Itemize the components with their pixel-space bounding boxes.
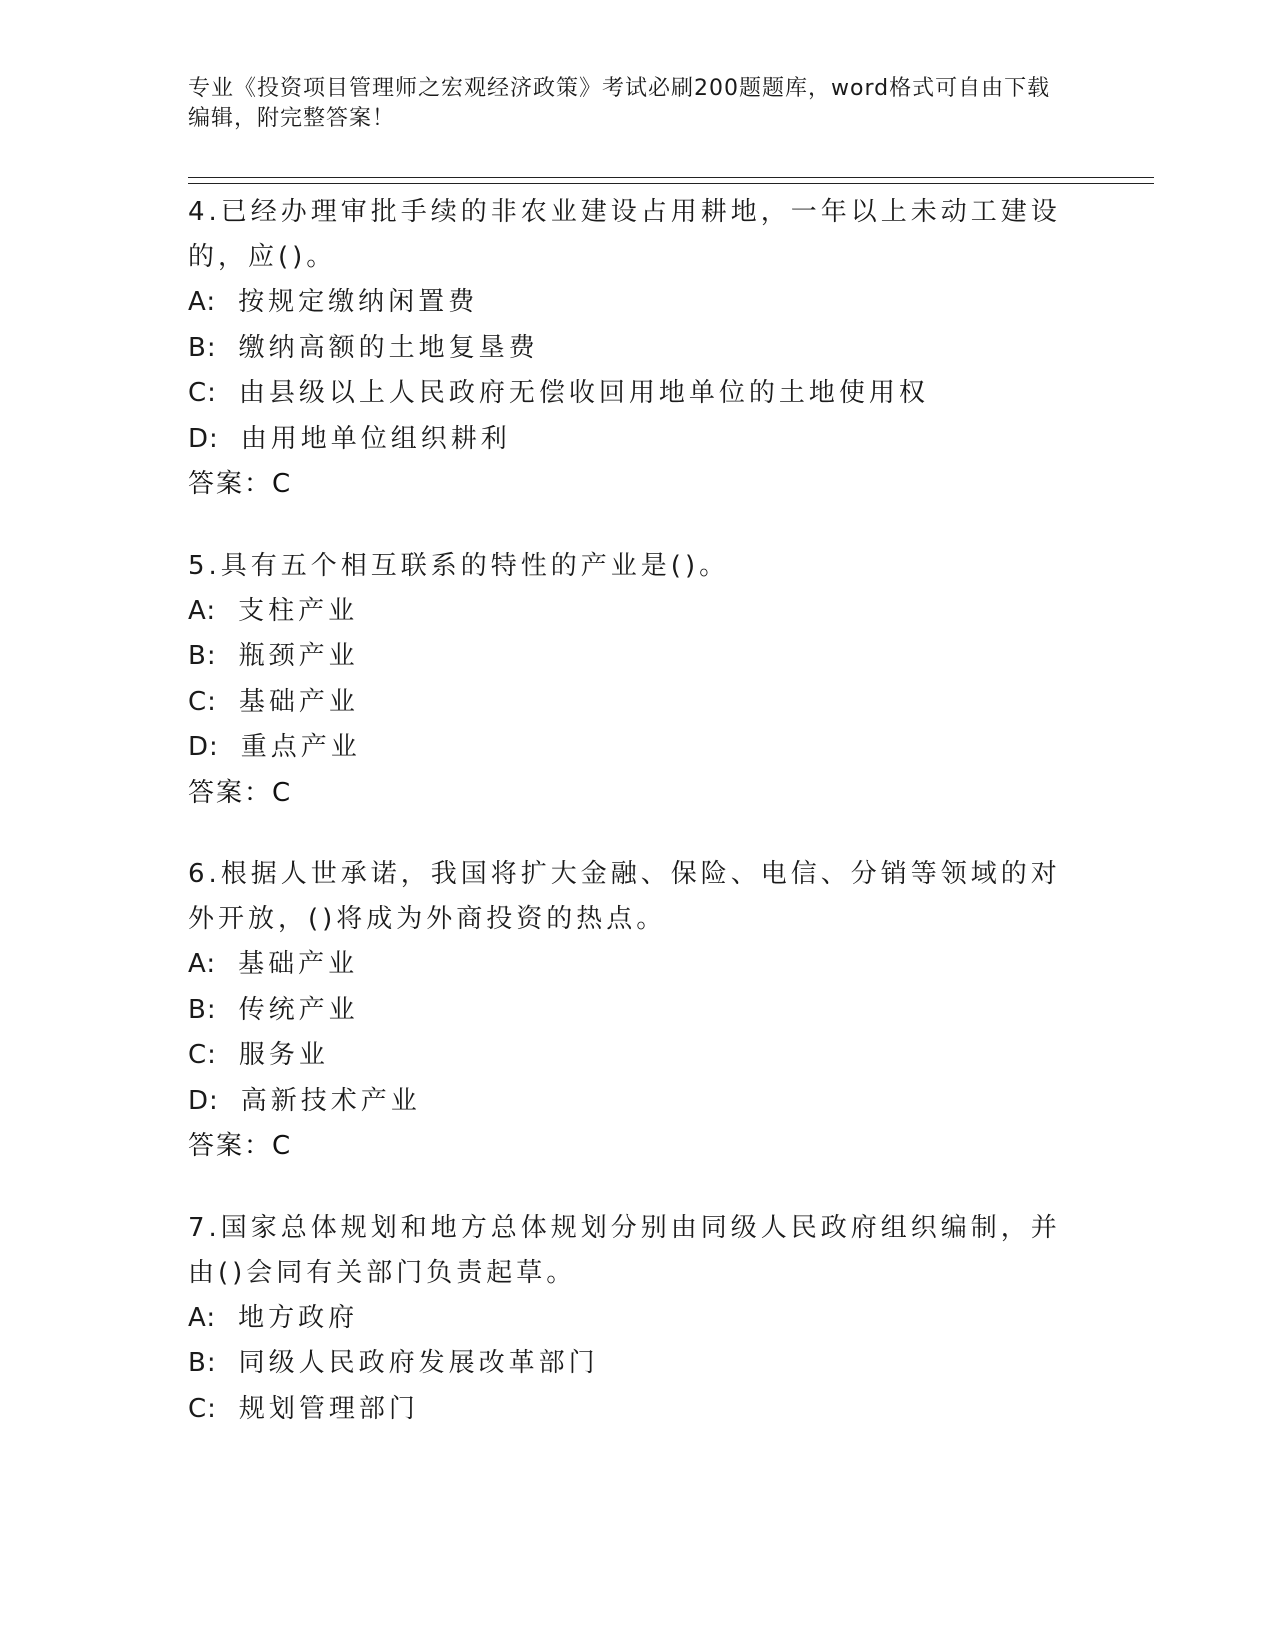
header-rule-bottom (188, 183, 1154, 184)
question-text: 5.具有五个相互联系的特性的产业是()。 (188, 550, 730, 581)
option-b (188, 1341, 1068, 1387)
option-text: 传统产业 (238, 994, 359, 1025)
document-header: 专业《投资项目管理师之宏观经济政策》考试必刷200题题库，word格式可自由下载编辑，附完整答案！ (188, 76, 1051, 131)
question-list (188, 190, 1068, 1468)
option-text: 规划管理部门 (238, 1393, 419, 1424)
option-d (188, 417, 1068, 463)
header-rule-top (188, 177, 1154, 178)
option-letter: C: (188, 378, 217, 408)
option-letter: A: (188, 949, 217, 979)
question-6 (188, 852, 1068, 1170)
option-a (188, 280, 1068, 326)
option-letter: B: (188, 994, 217, 1025)
option-c (188, 680, 1068, 726)
option-letter: D: (188, 732, 219, 762)
option-d (188, 725, 1068, 771)
question-text: 4.已经办理审批手续的非农业建设占用耕地，一年以上未动工建设的，应()。 (188, 197, 1061, 272)
answer-value: C (272, 1131, 291, 1161)
option-letter: D: (188, 423, 219, 454)
option-c (188, 1387, 1068, 1433)
option-text: 由县级以上人民政府无偿收回用地单位的土地使用权 (238, 378, 929, 408)
option-b (188, 988, 1068, 1034)
question-7 (188, 1206, 1068, 1433)
question-text: 6.根据人世承诺，我国将扩大金融、保险、电信、分销等领域的对外开放，()将成为外商投资的热点。 (188, 859, 1061, 934)
answer-label: 答案： (188, 469, 273, 499)
option-letter: A: (188, 1302, 217, 1333)
option-c (188, 371, 1068, 417)
option-d (188, 1079, 1068, 1125)
option-letter: D: (188, 1085, 219, 1116)
option-a (188, 1296, 1068, 1342)
question-text: 7.国家总体规划和地方总体规划分别由同级人民政府组织编制，并由()会同有关部门负责起草。 (188, 1212, 1061, 1288)
option-letter: A: (188, 595, 217, 626)
answer-line (188, 771, 1068, 817)
option-text: 重点产业 (240, 732, 361, 762)
answer-label: 答案： (188, 1131, 273, 1161)
option-text: 基础产业 (238, 949, 359, 979)
answer-line (188, 1124, 1068, 1170)
option-c (188, 1033, 1068, 1079)
option-letter: B: (188, 332, 217, 363)
option-text: 瓶颈产业 (238, 641, 359, 671)
answer-line (188, 462, 1068, 508)
option-text: 由用地单位组织耕利 (240, 423, 511, 454)
option-letter: C: (188, 1393, 217, 1424)
option-text: 按规定缴纳闲置费 (238, 287, 479, 317)
option-text: 高新技术产业 (240, 1085, 421, 1116)
option-text: 缴纳高额的土地复垦费 (238, 332, 539, 363)
option-letter: B: (188, 1348, 217, 1378)
option-text: 地方政府 (238, 1302, 359, 1333)
option-letter: C: (188, 686, 217, 717)
question-4 (188, 190, 1068, 508)
answer-value: C (272, 469, 291, 499)
option-letter: C: (188, 1040, 217, 1070)
option-a (188, 589, 1068, 635)
option-text: 服务业 (238, 1040, 329, 1070)
question-5 (188, 544, 1068, 817)
option-letter: B: (188, 641, 217, 671)
option-text: 同级人民政府发展改革部门 (238, 1348, 599, 1378)
option-letter: A: (188, 287, 217, 317)
answer-value: C (272, 777, 291, 808)
option-a (188, 942, 1068, 988)
option-text: 基础产业 (238, 686, 359, 717)
option-b (188, 326, 1068, 372)
option-b (188, 634, 1068, 680)
option-text: 支柱产业 (238, 595, 359, 626)
answer-label: 答案： (188, 777, 273, 808)
